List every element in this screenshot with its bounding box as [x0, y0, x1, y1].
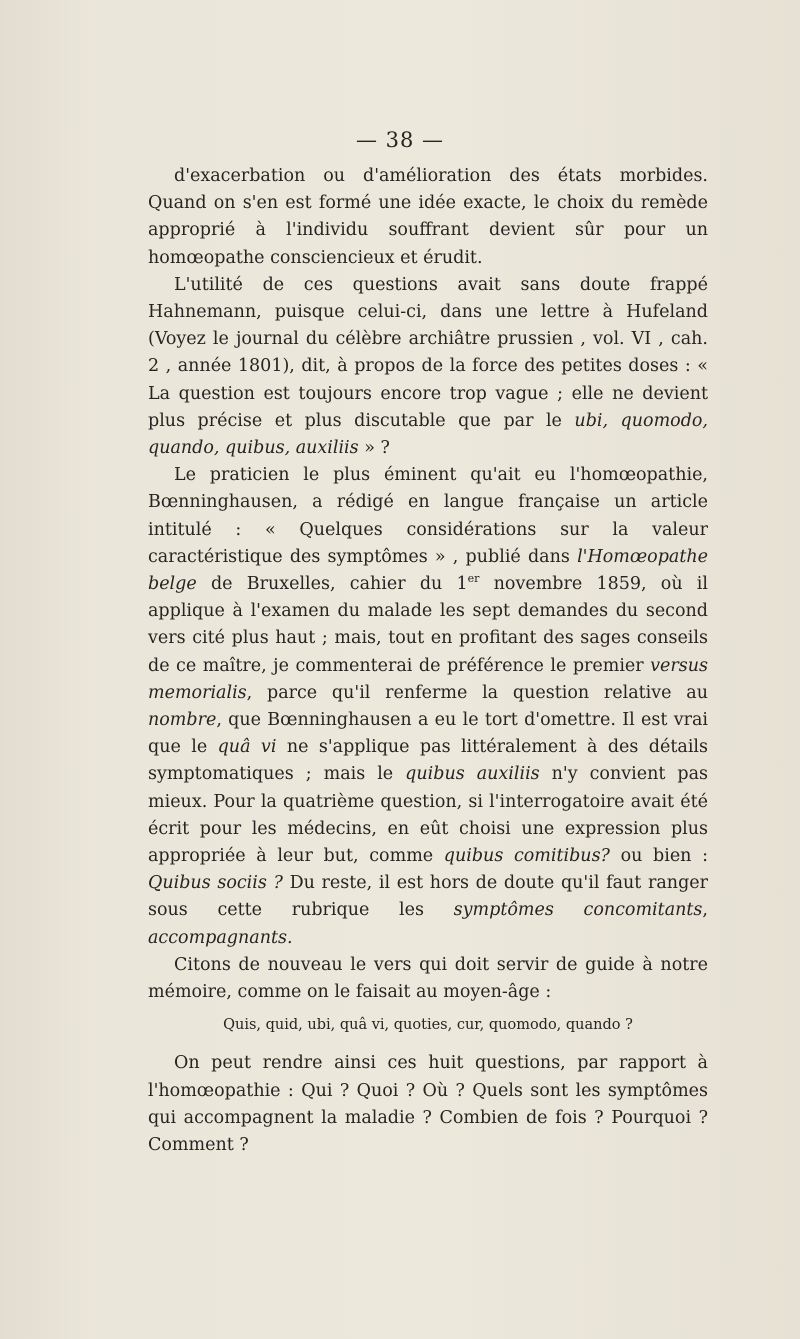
- italic-text: nombre: [148, 710, 217, 731]
- text-run: novembre 1859, où il applique à l'examen du malade les sept demandes du second vers cité plus haut ; mais, tout en profitant des sages conseils de ce maître, je commenterai de préférence le premier: [148, 574, 709, 676]
- italic-text: accompagnants.: [148, 927, 293, 948]
- italic-text: versus memorialis: [148, 655, 708, 703]
- italic-text: ubi, quomodo, quando, quibus, auxiliis: [148, 410, 708, 459]
- text-run: Quis, quid, ubi, quâ vi, quoties, cur, quomodo, quando ?: [223, 1017, 633, 1034]
- text-run: n'y convient pas mieux. Pour la quatrième question, si l'interrogatoire avait été écrit pour les médecins, en eût choisi une expression plus appropriée à leur but, comme: [148, 764, 709, 867]
- italic-text: quâ vi: [217, 737, 277, 758]
- paragraph: [148, 952, 708, 1006]
- text-run: , parce qu'il renferme la question relative au: [246, 682, 708, 703]
- page-number: — 38 —: [355, 128, 445, 152]
- text-run: , que Bœnninghausen a eu le tort d'omettre. Il est vrai que le: [148, 710, 708, 758]
- italic-text: symptômes concomitants: [453, 900, 703, 921]
- text-run: L'utilité de ces questions avait sans doute frappé Hahnemann, puisque celui-ci, dans une lettre à Hufeland (Voyez le journal du célèbre archiâtre prussien , vol. VI , cah. 2 , année 1801), dit, à propos de la force des petites doses : « La question est toujours encore trop vague ; elle ne devient plus précise et plus discutable que par le: [148, 274, 708, 431]
- body-text: [148, 163, 708, 1159]
- text-run: d'exacerbation ou d'amélioration des états morbides. Quand on s'en est formé une idée exacte, le choix du remède approprié à l'individu souffrant devient sûr pour un homœopathe consciencieux et érudit.: [148, 166, 708, 268]
- text-run: » ?: [358, 438, 390, 459]
- italic-text: Quibus sociis ?: [148, 873, 283, 894]
- paragraph: [148, 1050, 708, 1159]
- paragraph: [148, 272, 708, 462]
- text-run: Citons de nouveau le vers qui doit servir de guide à notre mémoire, comme on le faisait au moyen-âge :: [148, 954, 708, 1003]
- text-run: de Bruxelles, cahier du 1: [196, 574, 468, 595]
- italic-text: quibus comitibus?: [443, 846, 610, 867]
- text-run: Du reste, il est hors de doute qu'il faut ranger sous cette rubrique les: [148, 873, 708, 921]
- italic-text: quibus auxiliis: [405, 764, 540, 785]
- verse-quote: [148, 1014, 708, 1036]
- text-run: Le praticien le plus éminent qu'ait eu l'homœopathie, Bœnninghausen, a rédigé en langue française un article intitulé : « Quelques considérations sur la valeur caractéristique des symptômes » , publié dans: [148, 465, 708, 567]
- text-run: ou bien :: [609, 846, 708, 867]
- text-run: On peut rendre ainsi ces huit questions, par rapport à l'homœopathie : Qui ? Quoi ? Où ? Quels sont les symptômes qui accompagnent la maladie ? Combien de fois ? Pourquoi ? Comment ?: [148, 1053, 708, 1155]
- text-run: ,: [702, 900, 708, 921]
- text-run: ne s'applique pas littéralement à des détails symptomatiques ; mais le: [148, 737, 708, 785]
- italic-text: l'Homœopathe belge: [148, 546, 708, 595]
- paragraph: [148, 163, 708, 272]
- paragraph: [148, 462, 708, 952]
- superscript: er: [467, 572, 480, 586]
